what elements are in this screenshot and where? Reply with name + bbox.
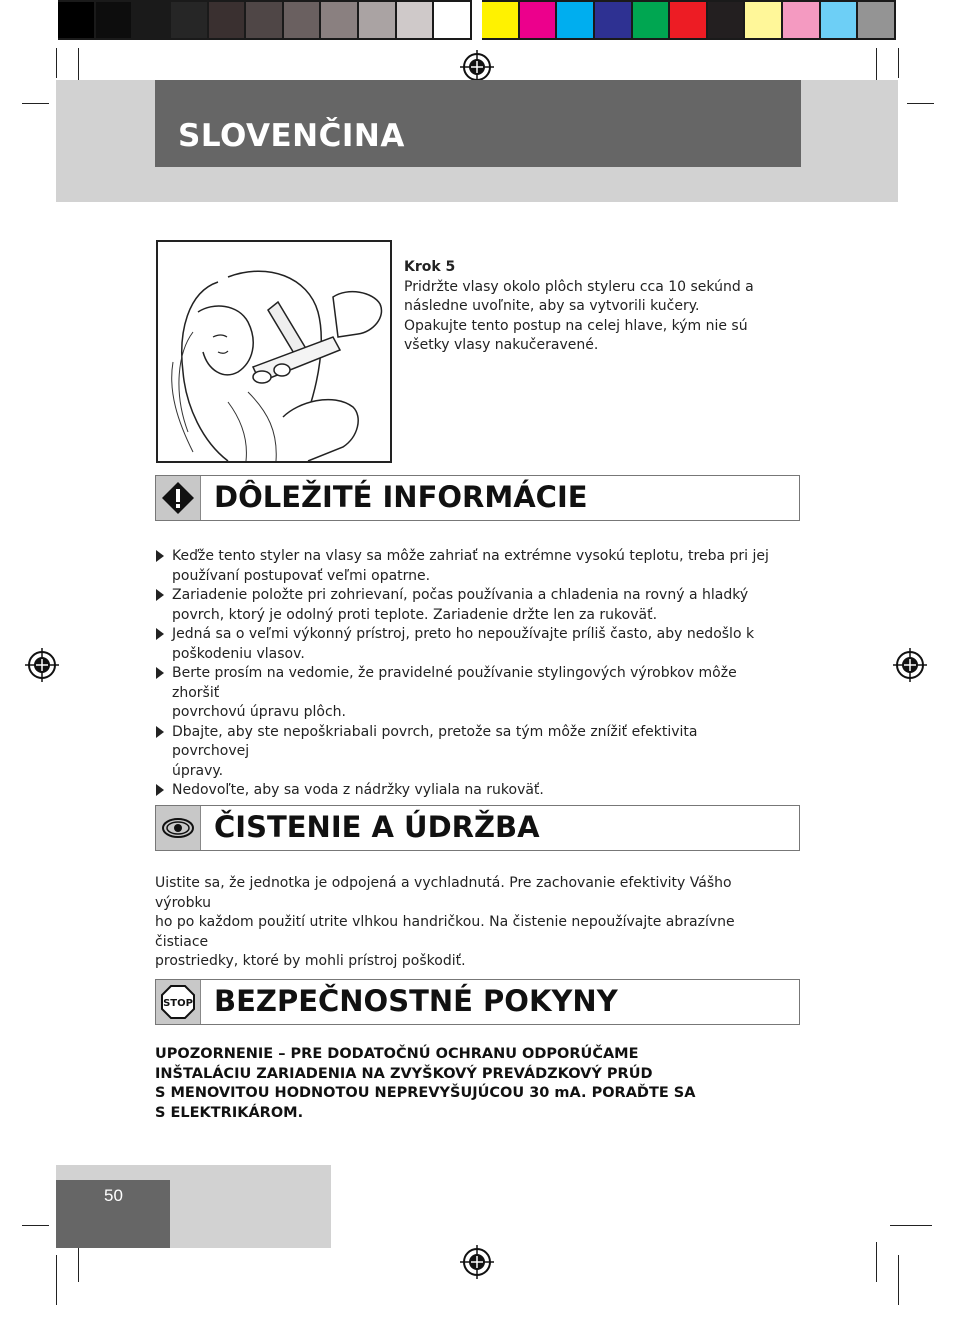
color-swatch xyxy=(321,2,357,38)
crop-mark xyxy=(56,1255,57,1305)
crop-mark xyxy=(898,1255,899,1305)
color-swatch xyxy=(482,2,518,38)
color-swatch xyxy=(171,2,207,38)
hair-styler-illustration-icon xyxy=(158,242,390,461)
exclamation-icon xyxy=(156,476,201,520)
step-instructions xyxy=(404,258,764,356)
list-item: Dbajte, aby ste nepoškriabali povrch, pretože sa tým môže znížiť efektivita povrchovej úpravy. xyxy=(155,723,775,782)
section-title: ČISTENIE A ÚDRŽBA xyxy=(214,810,540,844)
color-swatch xyxy=(821,2,857,38)
color-swatch xyxy=(246,2,282,38)
list-item: Zariadenie položte pri zohrievaní, počas používania a chladenia na rovný a hladký povrch, ktorý je odolný proti teplote. Zariadenie držte len za rukoväť. xyxy=(155,586,775,625)
color-swatch xyxy=(783,2,819,38)
list-item: Berte prosím na vedomie, že pravidelné používanie stylingových výrobkov môže zhoršiť povrchovú úpravu plôch. xyxy=(155,664,775,723)
list-item: Jedná sa o veľmi výkonný prístroj, preto ho nepoužívajte príliš často, aby nedošlo k poškodeniu vlasov. xyxy=(155,625,775,664)
section-safety-header xyxy=(155,979,800,1025)
color-swatch xyxy=(133,2,169,38)
crop-mark xyxy=(890,1225,932,1226)
svg-text:STOP: STOP xyxy=(163,998,193,1009)
section-important-header xyxy=(155,475,800,521)
step-line: následne uvoľnite, aby sa vytvorili kučery. xyxy=(404,298,700,314)
section-title: BEZPEČNOSTNÉ POKYNY xyxy=(214,984,618,1018)
cleaning-paragraph: Uistite sa, že jednotka je odpojená a vychladnutá. Pre zachovanie efektivity Vášho výrobku ho po každom použití utrite vlhkou handričkou. Na čistenie nepoužívajte abrazívne čistiace prostriedky, ktoré by mohli prístroj poškodiť. xyxy=(155,875,735,969)
list-item: Keďže tento styler na vlasy sa môže zahriať na extrémne vysokú teplotu, treba pri jej používaní postupovať veľmi opatrne. xyxy=(155,547,775,586)
crop-mark xyxy=(22,1225,49,1226)
color-swatch xyxy=(96,2,132,38)
color-swatch xyxy=(858,2,894,38)
crop-mark xyxy=(898,48,899,78)
crop-mark xyxy=(22,103,49,104)
registration-mark-icon xyxy=(25,648,59,682)
registration-mark-icon xyxy=(460,1245,494,1279)
color-swatch xyxy=(520,2,556,38)
crop-mark xyxy=(56,48,57,78)
section-cleaning-header xyxy=(155,805,800,851)
color-swatch xyxy=(670,2,706,38)
crop-mark xyxy=(876,1242,877,1282)
color-calibration-bar xyxy=(482,0,896,40)
list-item: Nedovoľte, aby sa voda z nádržky vyliala na rukoväť. xyxy=(155,781,775,801)
page-number: 50 xyxy=(104,1186,123,1205)
important-info-list xyxy=(155,547,775,801)
step-line: Opakujte tento postup na celej hlave, kým nie sú xyxy=(404,317,748,334)
color-swatch xyxy=(557,2,593,38)
registration-mark-icon xyxy=(893,648,927,682)
grayscale-calibration-bar xyxy=(58,0,472,40)
color-swatch xyxy=(633,2,669,38)
color-swatch xyxy=(359,2,395,38)
crop-mark xyxy=(907,103,934,104)
color-swatch xyxy=(397,2,433,38)
color-swatch xyxy=(434,2,470,38)
step-line: Pridržte vlasy okolo plôch styleru cca 10 sekúnd a xyxy=(404,278,754,295)
hair-styler-illustration xyxy=(156,240,392,463)
color-swatch xyxy=(284,2,320,38)
crop-mark xyxy=(78,1242,79,1282)
page-title: SLOVENČINA xyxy=(178,118,405,154)
color-swatch xyxy=(595,2,631,38)
section-title: DÔLEŽITÉ INFORMÁCIE xyxy=(214,480,588,514)
step-label: Krok 5 xyxy=(404,259,456,275)
color-swatch xyxy=(58,2,94,38)
safety-warning: UPOZORNENIE – PRE DODATOČNÚ OCHRANU ODPORÚČAME INŠTALÁCIU ZARIADENIA NA ZVYŠKOVÝ PREVÁDZKOVÝ PRÚD S MENOVITOU HODNOTOU NEPREVYŠUJÚCOU 30 mA. PORAĎTE SA S ELEKTRIKÁROM. xyxy=(155,1046,696,1121)
color-swatch xyxy=(209,2,245,38)
stop-icon xyxy=(156,980,201,1024)
color-swatch xyxy=(745,2,781,38)
eye-icon xyxy=(156,806,201,850)
color-swatch xyxy=(708,2,744,38)
step-line: všetky vlasy nakučeravené. xyxy=(404,337,599,353)
registration-mark-icon xyxy=(460,50,494,84)
